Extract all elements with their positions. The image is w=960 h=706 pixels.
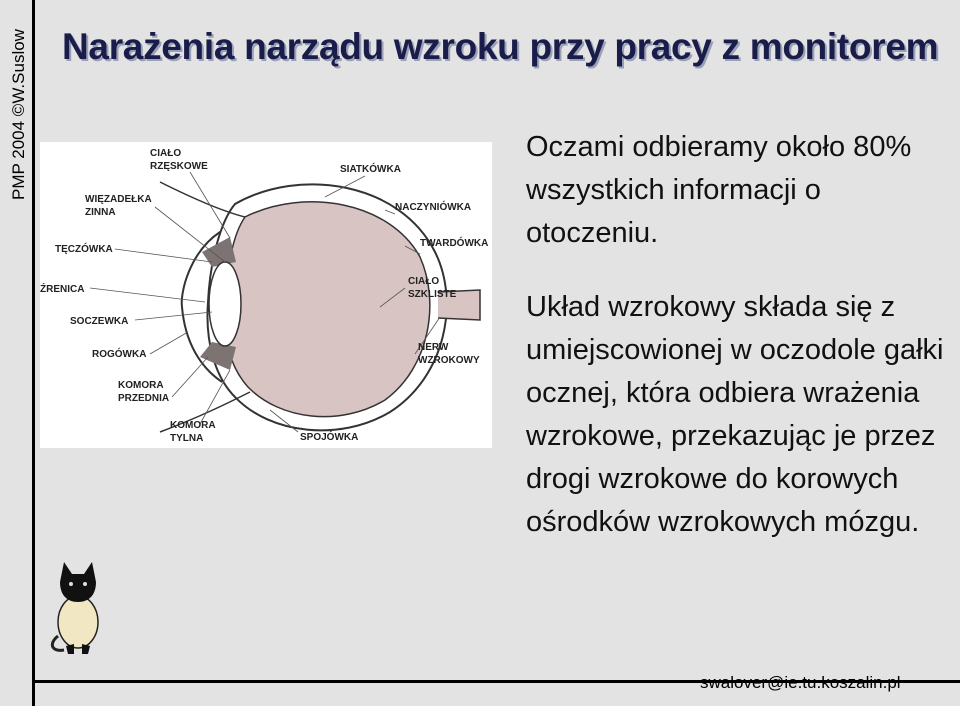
body-paragraph: Układ wzrokowy składa się z umiejscowionej w oczodole gałki ocznej, która odbiera wrażenia wzrokowe, przekazując je przez drogi wzrokowe do korowych ośrodków wzrokowych mózgu. (526, 291, 944, 538)
intro-paragraph: Oczami odbieramy około 80% wszystkich informacji o otoczeniu. (526, 131, 912, 249)
label-nerw-2: WZROKOWY (418, 355, 480, 366)
eye-anatomy-diagram (40, 142, 492, 448)
cat-logo-icon (46, 556, 110, 656)
label-cialo-rzeskowe-1: CIAŁO (150, 148, 182, 159)
label-cialo-szkliste-1: CIAŁO (408, 276, 440, 287)
lens (209, 262, 241, 346)
vitreous-body (224, 202, 429, 417)
label-teczowka: TĘCZÓWKA (55, 244, 113, 255)
upper-eyelid (160, 182, 245, 217)
label-twardowka: TWARDÓWKA (420, 238, 489, 249)
label-soczewka: SOCZEWKA (70, 316, 129, 327)
footer-email: swalover@ie.tu.koszalin.pl (700, 673, 901, 692)
sidebar-author-mark (2, 0, 36, 200)
label-spojowka: SPOJÓWKA (300, 432, 359, 443)
label-rogowka: ROGÓWKA (92, 349, 147, 360)
label-komora-przednia-1: KOMORA (118, 380, 164, 391)
label-komora-przednia-2: PRZEDNIA (118, 393, 170, 404)
label-komora-tylna-1: KOMORA (170, 420, 216, 431)
label-siatkowka: SIATKÓWKA (340, 164, 401, 175)
label-cialo-rzeskowe-2: RZĘSKOWE (150, 161, 208, 172)
label-naczyniowka: NACZYNIÓWKA (395, 202, 472, 213)
label-zrenica: ŹRENICA (40, 284, 85, 295)
slide-title: Narażenia narządu wzroku przy pracy z monitorem (62, 26, 939, 67)
label-cialo-szkliste-2: SZKLISTE (408, 289, 457, 300)
sidebar-author-text: PMP 2004 ©W.Suslow (9, 29, 28, 200)
label-wiezadelka-1: WIĘZADEŁKA (85, 194, 152, 205)
eye-diagram-svg (40, 142, 492, 448)
label-komora-tylna-2: TYLNA (170, 433, 204, 444)
ciliary-lower (200, 342, 236, 370)
vertical-divider (32, 0, 35, 706)
label-nerw-1: NERW (418, 342, 449, 353)
label-wiezadelka-2: ZINNA (85, 207, 116, 218)
